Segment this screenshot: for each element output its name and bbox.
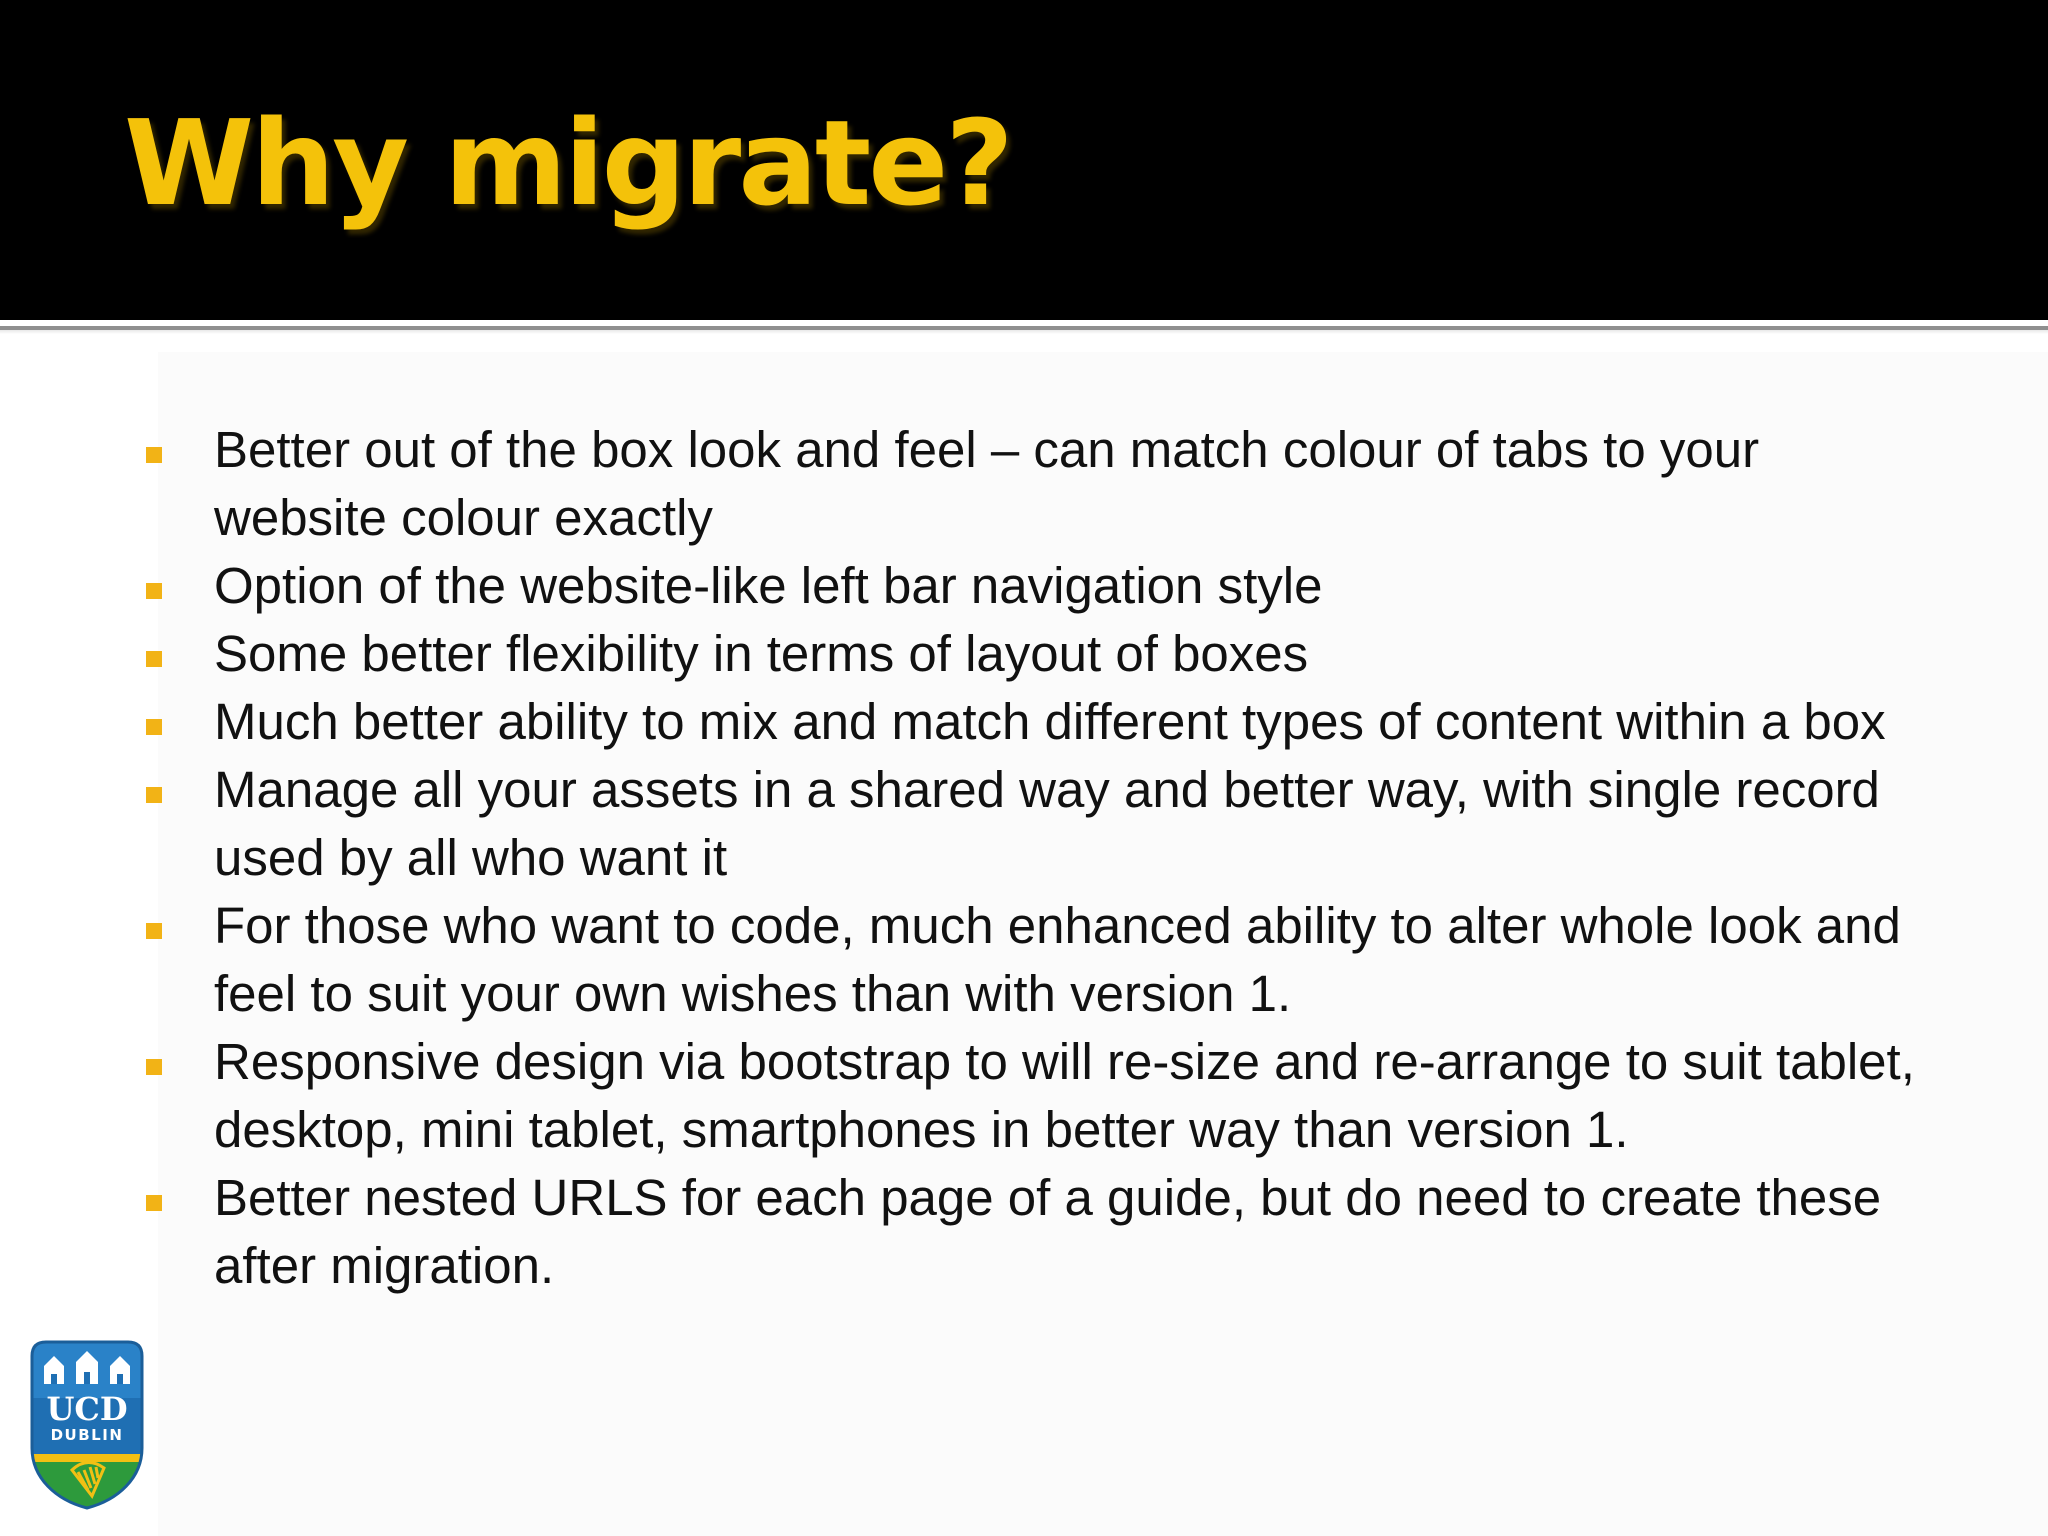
bullet-item	[0, 892, 1934, 1028]
logo-subtitle: DUBLIN	[50, 1426, 124, 1444]
square-bullet-icon	[146, 651, 162, 667]
square-bullet-icon	[146, 719, 162, 735]
square-bullet-icon	[146, 583, 162, 599]
square-bullet-icon	[146, 787, 162, 803]
title-divider	[0, 320, 2048, 334]
bullet-text: Better out of the box look and feel – can match colour of tabs to your website colour exactly	[214, 421, 1760, 546]
slide-title: Why migrate?	[124, 94, 1011, 232]
bullet-item	[0, 688, 1934, 756]
bullet-item	[0, 1028, 1934, 1164]
bullet-text: Better nested URLS for each page of a guide, but do need to create these after migration.	[214, 1169, 1882, 1294]
square-bullet-icon	[146, 447, 162, 463]
square-bullet-icon	[146, 923, 162, 939]
bullet-item	[0, 756, 1934, 892]
bullet-text: Responsive design via bootstrap to will re-size and re-arrange to suit tablet, desktop, mini tablet, smartphones in better way than version 1.	[214, 1033, 1915, 1158]
bullet-text: Manage all your assets in a shared way and better way, with single record used by all who want it	[214, 761, 1880, 886]
square-bullet-icon	[146, 1195, 162, 1211]
bullet-item	[0, 416, 1934, 552]
bullet-text: Some better flexibility in terms of layout of boxes	[214, 625, 1309, 682]
logo-wordmark: UCD	[46, 1390, 128, 1428]
bullet-text: Option of the website-like left bar navigation style	[214, 557, 1323, 614]
bullet-list	[0, 416, 2048, 1300]
bullet-item	[0, 552, 1934, 620]
bullet-item	[0, 620, 1934, 688]
square-bullet-icon	[146, 1059, 162, 1075]
bullet-item	[0, 1164, 1934, 1300]
ucd-dublin-crest-icon	[28, 1336, 146, 1510]
bullet-text: Much better ability to mix and match different types of content within a box	[214, 693, 1886, 750]
bullet-text: For those who want to code, much enhanced ability to alter whole look and feel to suit your own wishes than with version 1.	[214, 897, 1901, 1022]
